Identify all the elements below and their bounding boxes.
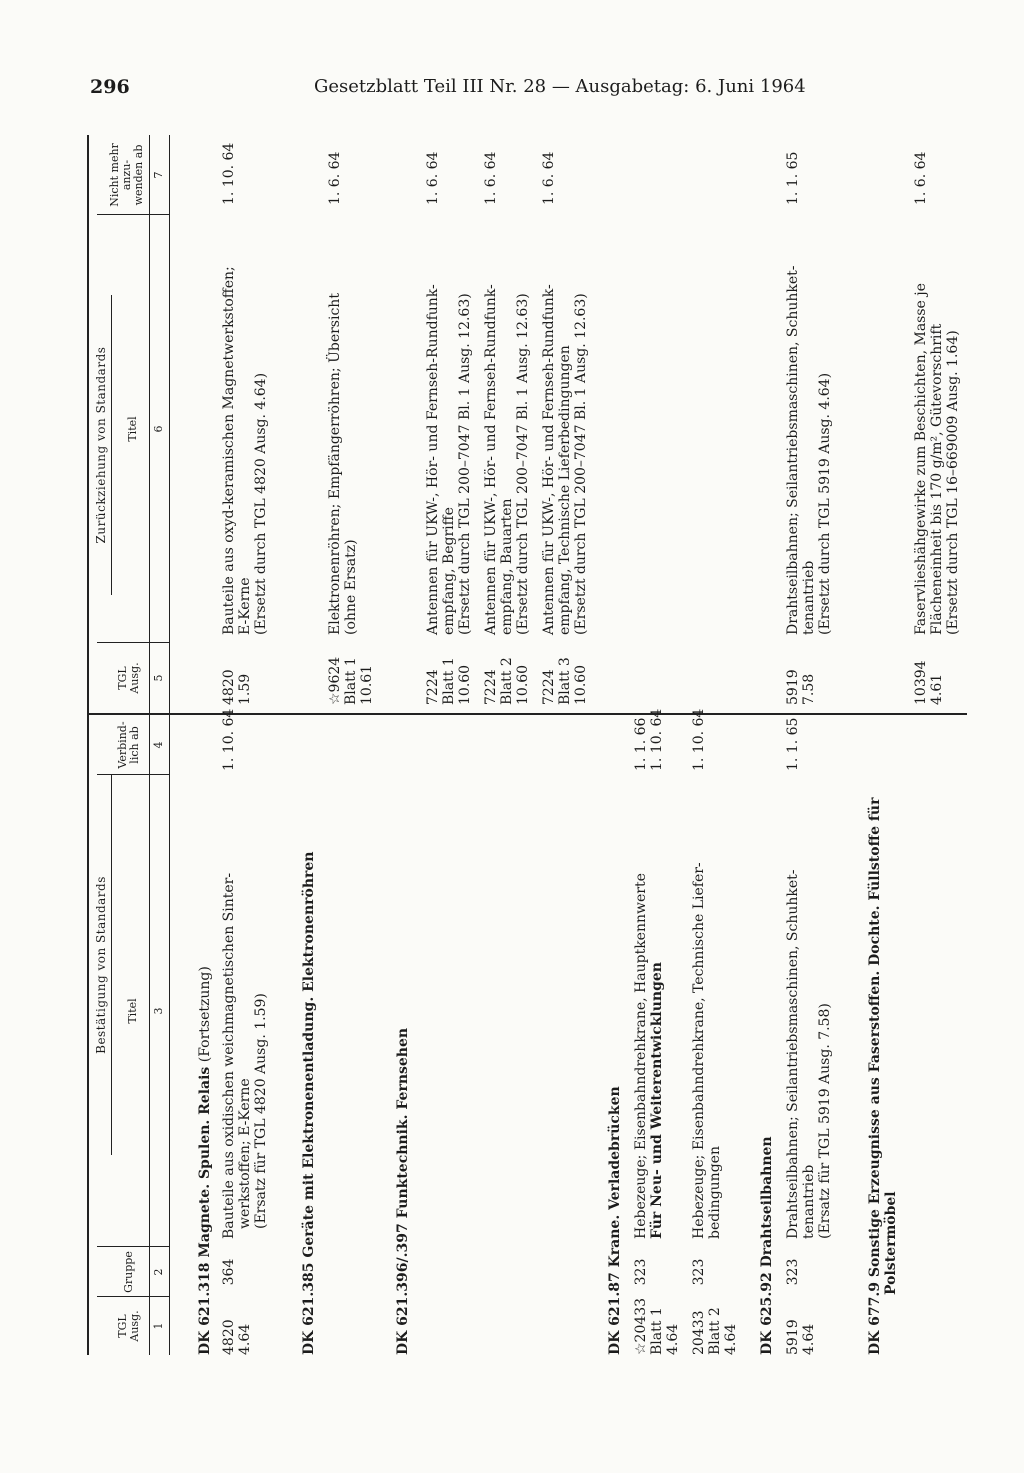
col3-header: Titel	[126, 998, 139, 1024]
left-group-header: Bestätigung von Standards	[94, 876, 108, 1054]
withdrawn-tgl-cell: 7224 Blatt 2 10.60	[483, 657, 531, 705]
group-rule-left	[111, 775, 112, 1155]
col-number: 3	[152, 1007, 165, 1015]
table-row	[327, 135, 383, 1355]
col4-header: Verbind- lich ab	[116, 721, 141, 769]
table-row	[913, 135, 967, 1355]
titel-cell: Hebezeuge; Eisenbahndrehkrane, Hauptkennwerte Für Neu- und Weiterentwicklungen	[633, 873, 665, 1239]
colnum-rule	[169, 135, 170, 1355]
table-row	[785, 135, 841, 1355]
withdrawn-tgl-cell: 7224 Blatt 1 10.60	[425, 657, 473, 705]
col-number: 7	[152, 171, 165, 179]
verbindlich-cell: 1. 10. 64	[691, 708, 707, 771]
verbindlich-cell: 1. 1. 65	[785, 717, 801, 771]
group-rule-right	[111, 295, 112, 595]
col-number: 6	[152, 425, 165, 433]
tgl-cell: ☆20433 Blatt 1 4.64	[633, 1297, 681, 1355]
nicht-mehr-cell: 1. 6. 64	[327, 151, 343, 205]
col7-header: Nicht mehr anzu- wenden ab	[108, 143, 145, 207]
table-row	[483, 135, 539, 1355]
withdrawn-titel-cell: Elektronenröhren; Empfängerröhren; Übersicht (ohne Ersatz)	[327, 293, 359, 635]
withdrawn-tgl-cell: 7224 Blatt 3 10.60	[541, 657, 589, 705]
withdrawn-titel-cell: Bauteile aus oxyd-keramischen Magnetwerkstoffen; E-Kerne (Ersetzt durch TGL 4820 Ausg. 4.64)	[221, 266, 269, 635]
section-heading-621-385: DK 621.385 Geräte mit Elektronenentladung. Elektronenröhren	[301, 851, 317, 1355]
withdrawn-tgl-cell: 5919 7.58	[785, 669, 817, 705]
col5-header: TGL Ausg.	[116, 662, 141, 694]
section-heading-677-9: DK 677.9 Sonstige Erzeugnisse aus Faserstoffen. Dochte. Füllstoffe für Polstermöbel	[867, 797, 899, 1355]
gruppe-cell: 364	[221, 1258, 237, 1286]
standards-table	[87, 135, 967, 1355]
nicht-mehr-cell: 1. 6. 64	[425, 151, 441, 205]
section-heading-625-92: DK 625.92 Drahtseilbahnen	[759, 1136, 775, 1355]
titel-cell: Bauteile aus oxidischen weichmagnetischen Sinter- werkstoffen; E-Kerne (Ersatz für TGL 4820 Ausg. 1.59)	[221, 872, 269, 1239]
table-row	[633, 135, 689, 1355]
withdrawn-titel-cell: Antennen für UKW-, Hör- und Fernseh-Rundfunk- empfang, Begriffe (Ersetzt durch TGL 200–7047 Bl. 1 Ausg. 12.63)	[425, 284, 473, 635]
col-number: 4	[152, 741, 165, 749]
table-row	[541, 135, 597, 1355]
table-row	[221, 135, 277, 1355]
nicht-mehr-cell: 1. 10. 64	[221, 142, 237, 205]
col-number: 1	[152, 1322, 165, 1330]
withdrawn-tgl-cell: ☆9624 Blatt 1 10.61	[327, 656, 375, 705]
nicht-mehr-cell: 1. 1. 65	[785, 151, 801, 205]
withdrawn-titel-cell: Antennen für UKW-, Hör- und Fernseh-Rundfunk- empfang, Technische Lieferbedingungen (Ersetzt durch TGL 200–7047 Bl. 1 Ausg. 12.63)	[541, 284, 589, 635]
page-number: 296	[90, 76, 130, 98]
gruppe-cell: 323	[691, 1258, 707, 1286]
titel-cell: Hebezeuge; Eisenbahndrehkrane, Technische Liefer- bedingungen	[691, 862, 723, 1239]
nicht-mehr-cell: 1. 6. 64	[913, 151, 929, 205]
withdrawn-titel-cell: Faservlieshähgewirke zum Beschichten, Masse je Flächeneinheit bis 170 g/m², Gütevorschrift (Ersetzt durch TGL 16–669009 Ausg. 1.64)	[913, 283, 961, 635]
right-group-header: Zurückziehung von Standards	[94, 346, 108, 544]
col2-header: Gruppe	[122, 1251, 135, 1293]
section-heading-621-318: DK 621.318 Magnete. Spulen. Relais (Fortsetzung)	[197, 966, 213, 1355]
titel-cell: Drahtseilbahnen; Seilantriebsmaschinen, Schuhket- tenantrieb (Ersatz für TGL 5919 Ausg. 7.58)	[785, 869, 833, 1239]
tgl-cell: 20433 Blatt 2 4.64	[691, 1307, 739, 1355]
col6-header: Titel	[126, 416, 139, 442]
table-row	[691, 135, 747, 1355]
table-row	[425, 135, 481, 1355]
col-number: 5	[152, 674, 165, 682]
tgl-cell: 5919 4.64	[785, 1319, 817, 1355]
verbindlich-cell: 1. 10. 64	[221, 708, 237, 771]
withdrawn-titel-cell: Antennen für UKW-, Hör- und Fernseh-Rundfunk- empfang, Bauarten (Ersetzt durch TGL 200–7047 Bl. 1 Ausg. 12.63)	[483, 284, 531, 635]
page-header	[90, 70, 806, 104]
withdrawn-tgl-cell: 4820 1.59	[221, 669, 253, 705]
col1-header: TGL Ausg.	[116, 1310, 141, 1342]
nicht-mehr-cell: 1. 6. 64	[483, 151, 499, 205]
gruppe-cell: 323	[785, 1258, 801, 1286]
withdrawn-tgl-cell: 10394 4.61	[913, 660, 945, 705]
nicht-mehr-cell: 1. 6. 64	[541, 151, 557, 205]
running-head: Gesetzblatt Teil III Nr. 28 — Ausgabetag: 6. Juni 1964	[314, 76, 806, 97]
verbindlich-cell: 1. 1. 66 1. 10. 64	[633, 708, 665, 771]
tgl-cell: 4820 4.64	[221, 1319, 253, 1355]
gruppe-cell: 323	[633, 1258, 649, 1286]
withdrawn-titel-cell: Drahtseilbahnen; Seilantriebsmaschinen, Schuhket- tenantrieb (Ersetzt durch TGL 5919 Ausg. 4.64)	[785, 265, 833, 635]
section-heading-621-396: DK 621.396/.397 Funktechnik. Fernsehen	[395, 1027, 411, 1355]
section-heading-621-87: DK 621.87 Krane. Verladebrücken	[607, 1086, 623, 1355]
col-number: 2	[152, 1268, 165, 1276]
header-rule	[149, 135, 150, 1355]
table-top-rule	[87, 135, 89, 1355]
